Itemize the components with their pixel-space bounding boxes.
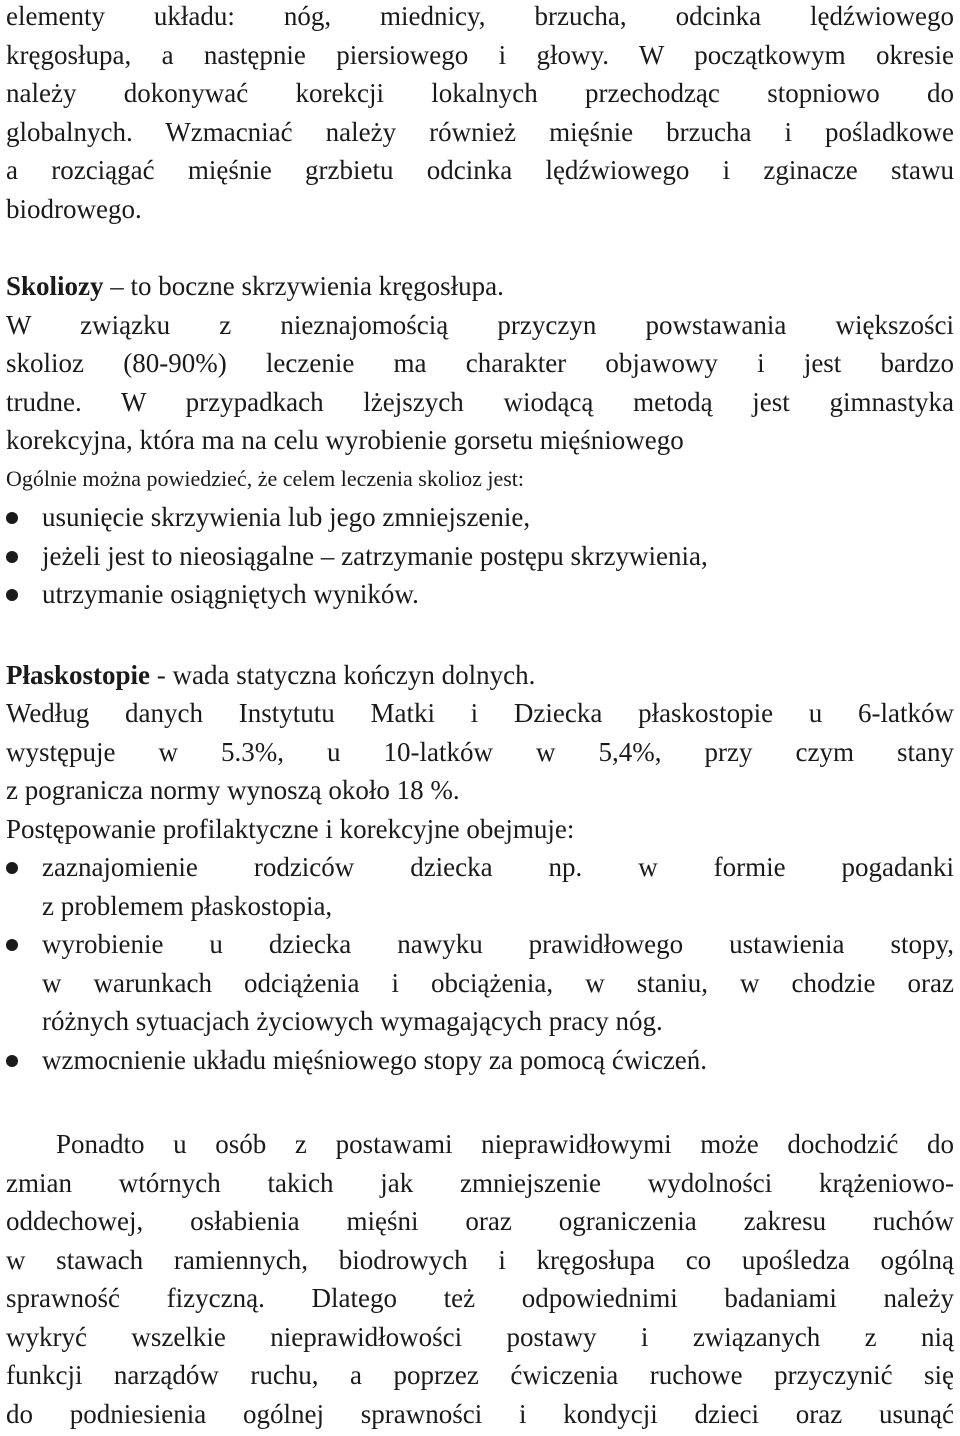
intro-line: globalnych. Wzmacniać należy również mięśnie brzucha i pośladkowe bbox=[6, 117, 954, 147]
skoliozy-definition: – to boczne skrzywienia kręgosłupa. bbox=[103, 271, 504, 301]
plaskostopie-line: występuje w 5.3%, u 10-latków w 5,4%, przy czym stany bbox=[6, 737, 954, 767]
skoliozy-line: skolioz (80-90%) leczenie ma charakter objawowy i jest bardzo bbox=[6, 348, 954, 378]
closing-line: funkcji narządów ruchu, a poprzez ćwiczenia ruchowe przyczynić się bbox=[6, 1360, 954, 1390]
closing-line: zmian wtórnych takich jak zmniejszenie wydolności krążeniowo- bbox=[6, 1168, 954, 1198]
plaskostopie-definition: - wada statyczna kończyn dolnych. bbox=[150, 660, 536, 690]
plaskostopie-line: Według danych Instytutu Matki i Dziecka płaskostopie u 6-latków bbox=[6, 698, 954, 728]
skoliozy-line: trudne. W przypadkach lżejszych wiodącą metodą jest gimnastyka bbox=[6, 387, 954, 417]
skoliozy-goal: usunięcie skrzywienia lub jego zmniejszenie, bbox=[42, 502, 531, 532]
plaskostopie-item: w warunkach odciążenia i obciążenia, w staniu, w chodzie oraz bbox=[42, 968, 954, 998]
bullet-icon bbox=[6, 589, 18, 601]
intro-line: należy dokonywać korekcji lokalnych przechodząc stopniowo do bbox=[6, 78, 954, 108]
intro-line: elementy układu: nóg, miednicy, brzucha, odcinka lędźwiowego bbox=[6, 1, 954, 31]
plaskostopie-term: Płaskostopie bbox=[6, 660, 151, 690]
plaskostopie-line: Postępowanie profilaktyczne i korekcyjne obejmuje: bbox=[6, 814, 575, 844]
skoliozy-term: Skoliozy bbox=[6, 271, 104, 301]
bullet-icon bbox=[6, 512, 18, 524]
bullet-icon bbox=[6, 862, 18, 874]
closing-line: Ponadto u osób z postawami nieprawidłowymi może dochodzić do bbox=[56, 1129, 954, 1159]
plaskostopie-item: różnych sytuacjach życiowych wymagających pracy nóg. bbox=[42, 1006, 663, 1036]
plaskostopie-item: wyrobienie u dziecka nawyku prawidłowego ustawienia stopy, bbox=[42, 929, 954, 959]
closing-line: oddechowej, osłabienia mięśni oraz ograniczenia zakresu ruchów bbox=[6, 1206, 954, 1236]
skoliozy-line: W związku z nieznajomością przyczyn powstawania większości bbox=[6, 310, 954, 340]
skoliozy-heading bbox=[6, 267, 954, 305]
closing-line: wykryć wszelkie nieprawidłowości postawy i związanych z nią bbox=[6, 1322, 954, 1352]
plaskostopie-heading bbox=[6, 656, 954, 694]
intro-line: a rozciągać mięśnie grzbietu odcinka lędźwiowego i zginacze stawu bbox=[6, 155, 954, 185]
plaskostopie-line: z pogranicza normy wynoszą około 18 %. bbox=[6, 775, 460, 805]
skoliozy-goal: jeżeli jest to nieosiągalne – zatrzymanie postępu skrzywienia, bbox=[42, 541, 708, 571]
plaskostopie-item: zaznajomienie rodziców dziecka np. w formie pogadanki bbox=[42, 852, 954, 882]
closing-line: w stawach ramiennych, biodrowych i kręgosłupa co upośledza ogólną bbox=[6, 1245, 954, 1275]
intro-line: biodrowego. bbox=[6, 194, 142, 224]
bullet-icon bbox=[6, 551, 18, 563]
skoliozy-line: korekcyjna, która ma na celu wyrobienie gorsetu mięśniowego bbox=[6, 425, 684, 455]
bullet-icon bbox=[6, 939, 18, 951]
plaskostopie-item: z problemem płaskostopia, bbox=[42, 891, 333, 921]
skoliozy-goal-intro: Ogólnie można powiedzieć, że celem leczenia skolioz jest: bbox=[6, 466, 524, 491]
skoliozy-goal: utrzymanie osiągniętych wyników. bbox=[42, 579, 419, 609]
closing-line: do podniesienia ogólnej sprawności i kondycji dzieci oraz usunąć bbox=[6, 1399, 954, 1429]
closing-line: sprawność fizyczną. Dlatego też odpowiednimi badaniami należy bbox=[6, 1283, 954, 1313]
plaskostopie-item: wzmocnienie układu mięśniowego stopy za pomocą ćwiczeń. bbox=[42, 1045, 708, 1075]
bullet-icon bbox=[6, 1055, 18, 1067]
intro-line: kręgosłupa, a następnie piersiowego i głowy. W początkowym okresie bbox=[6, 40, 954, 70]
